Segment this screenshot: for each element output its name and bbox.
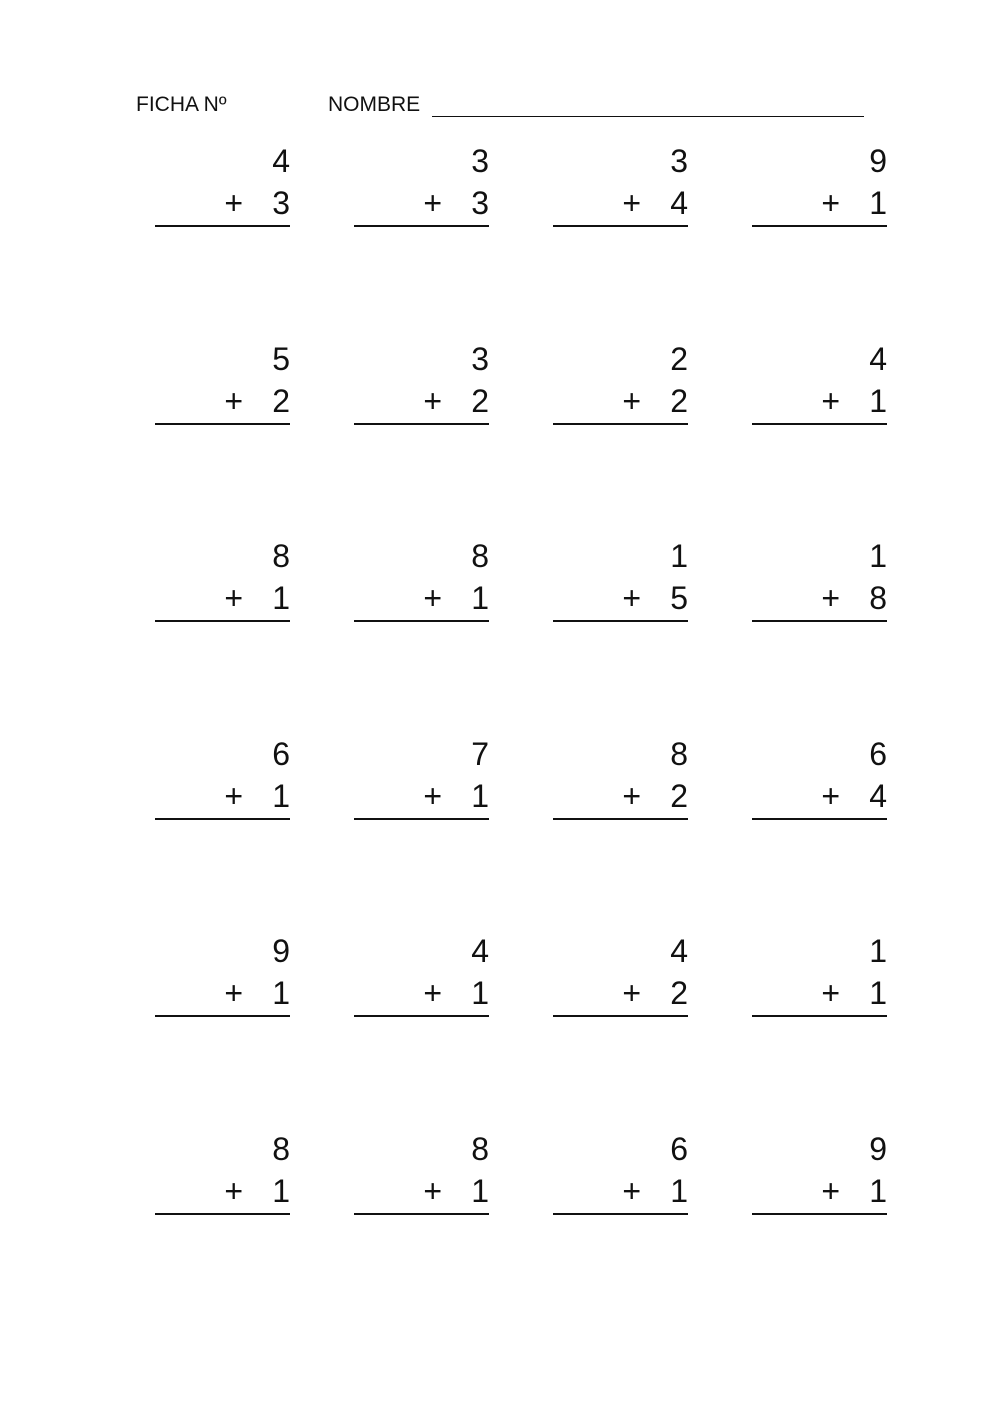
- nombre-label: NOMBRE: [328, 93, 421, 116]
- plus-sign: +: [423, 185, 442, 221]
- addend-top: 4: [670, 933, 688, 969]
- addend-bottom: 2: [670, 778, 688, 814]
- sum-line: [155, 1213, 290, 1215]
- sum-line: [553, 423, 688, 425]
- addition-problem: [752, 736, 887, 826]
- addend-bottom: 2: [670, 975, 688, 1011]
- plus-sign: +: [224, 580, 243, 616]
- sum-line: [553, 818, 688, 820]
- addend-bottom: 1: [869, 1173, 887, 1209]
- sum-line: [752, 1213, 887, 1215]
- plus-sign: +: [622, 1173, 641, 1209]
- addend-top: 8: [272, 538, 290, 574]
- plus-sign: +: [821, 975, 840, 1011]
- addend-top: 8: [471, 1131, 489, 1167]
- addition-problem: [553, 933, 688, 1023]
- plus-sign: +: [821, 1173, 840, 1209]
- addition-problem: [354, 736, 489, 826]
- addend-bottom: 1: [272, 580, 290, 616]
- addend-bottom: 2: [272, 383, 290, 419]
- addend-bottom: 1: [471, 778, 489, 814]
- sum-line: [354, 1213, 489, 1215]
- addend-bottom: 1: [471, 975, 489, 1011]
- addend-bottom: 1: [471, 580, 489, 616]
- plus-sign: +: [622, 185, 641, 221]
- addition-problem: [553, 143, 688, 233]
- sum-line: [354, 225, 489, 227]
- addend-bottom: 1: [272, 1173, 290, 1209]
- sum-line: [155, 423, 290, 425]
- addend-top: 2: [670, 341, 688, 377]
- plus-sign: +: [224, 975, 243, 1011]
- plus-sign: +: [821, 383, 840, 419]
- sum-line: [752, 620, 887, 622]
- plus-sign: +: [423, 580, 442, 616]
- sum-line: [553, 1213, 688, 1215]
- addition-problem: [752, 1131, 887, 1221]
- addend-top: 9: [869, 1131, 887, 1167]
- sum-line: [155, 818, 290, 820]
- addend-top: 6: [670, 1131, 688, 1167]
- addend-bottom: 1: [869, 975, 887, 1011]
- plus-sign: +: [224, 383, 243, 419]
- addition-problem: [354, 933, 489, 1023]
- sum-line: [553, 1015, 688, 1017]
- addend-bottom: 1: [869, 383, 887, 419]
- sum-line: [354, 423, 489, 425]
- addition-problem: [354, 538, 489, 628]
- addend-top: 5: [272, 341, 290, 377]
- addend-bottom: 1: [272, 975, 290, 1011]
- addend-top: 9: [272, 933, 290, 969]
- addition-problem: [155, 341, 290, 431]
- plus-sign: +: [821, 185, 840, 221]
- addend-top: 4: [869, 341, 887, 377]
- sum-line: [553, 225, 688, 227]
- plus-sign: +: [423, 1173, 442, 1209]
- addend-bottom: 2: [670, 383, 688, 419]
- addition-problem: [553, 538, 688, 628]
- addition-problem: [354, 1131, 489, 1221]
- addition-problem: [752, 933, 887, 1023]
- addend-top: 3: [471, 143, 489, 179]
- addition-problem: [155, 1131, 290, 1221]
- addend-top: 1: [869, 538, 887, 574]
- sum-line: [553, 620, 688, 622]
- name-blank-line[interactable]: [432, 116, 864, 117]
- addend-bottom: 3: [272, 185, 290, 221]
- addend-top: 9: [869, 143, 887, 179]
- sum-line: [155, 225, 290, 227]
- addend-top: 8: [471, 538, 489, 574]
- plus-sign: +: [622, 383, 641, 419]
- plus-sign: +: [622, 975, 641, 1011]
- addition-problem: [553, 736, 688, 826]
- addend-top: 6: [272, 736, 290, 772]
- addend-top: 8: [670, 736, 688, 772]
- sum-line: [752, 818, 887, 820]
- sum-line: [155, 1015, 290, 1017]
- addend-bottom: 1: [471, 1173, 489, 1209]
- plus-sign: +: [622, 778, 641, 814]
- sum-line: [752, 1015, 887, 1017]
- addition-problem: [752, 341, 887, 431]
- addend-top: 8: [272, 1131, 290, 1167]
- addend-top: 3: [471, 341, 489, 377]
- addend-bottom: 5: [670, 580, 688, 616]
- addition-problem: [752, 143, 887, 233]
- ficha-label: FICHA Nº: [136, 93, 227, 116]
- plus-sign: +: [423, 778, 442, 814]
- addend-top: 4: [471, 933, 489, 969]
- sum-line: [155, 620, 290, 622]
- addend-top: 6: [869, 736, 887, 772]
- addend-bottom: 3: [471, 185, 489, 221]
- addend-top: 1: [869, 933, 887, 969]
- sum-line: [752, 423, 887, 425]
- addition-problem: [354, 341, 489, 431]
- plus-sign: +: [224, 185, 243, 221]
- addend-bottom: 4: [869, 778, 887, 814]
- addend-bottom: 4: [670, 185, 688, 221]
- addend-top: 3: [670, 143, 688, 179]
- addition-problem: [752, 538, 887, 628]
- sum-line: [354, 620, 489, 622]
- sum-line: [752, 225, 887, 227]
- sum-line: [354, 818, 489, 820]
- plus-sign: +: [224, 1173, 243, 1209]
- addend-bottom: 1: [670, 1173, 688, 1209]
- plus-sign: +: [622, 580, 641, 616]
- plus-sign: +: [821, 778, 840, 814]
- addend-bottom: 8: [869, 580, 887, 616]
- plus-sign: +: [423, 975, 442, 1011]
- plus-sign: +: [423, 383, 442, 419]
- addition-problem: [553, 341, 688, 431]
- addition-problem: [553, 1131, 688, 1221]
- addition-problem: [155, 933, 290, 1023]
- addend-top: 1: [670, 538, 688, 574]
- sum-line: [354, 1015, 489, 1017]
- addend-bottom: 2: [471, 383, 489, 419]
- addition-problem: [155, 143, 290, 233]
- plus-sign: +: [224, 778, 243, 814]
- addition-problem: [354, 143, 489, 233]
- addend-bottom: 1: [869, 185, 887, 221]
- plus-sign: +: [821, 580, 840, 616]
- addend-bottom: 1: [272, 778, 290, 814]
- addition-problem: [155, 538, 290, 628]
- addend-top: 4: [272, 143, 290, 179]
- addition-problem: [155, 736, 290, 826]
- addend-top: 7: [471, 736, 489, 772]
